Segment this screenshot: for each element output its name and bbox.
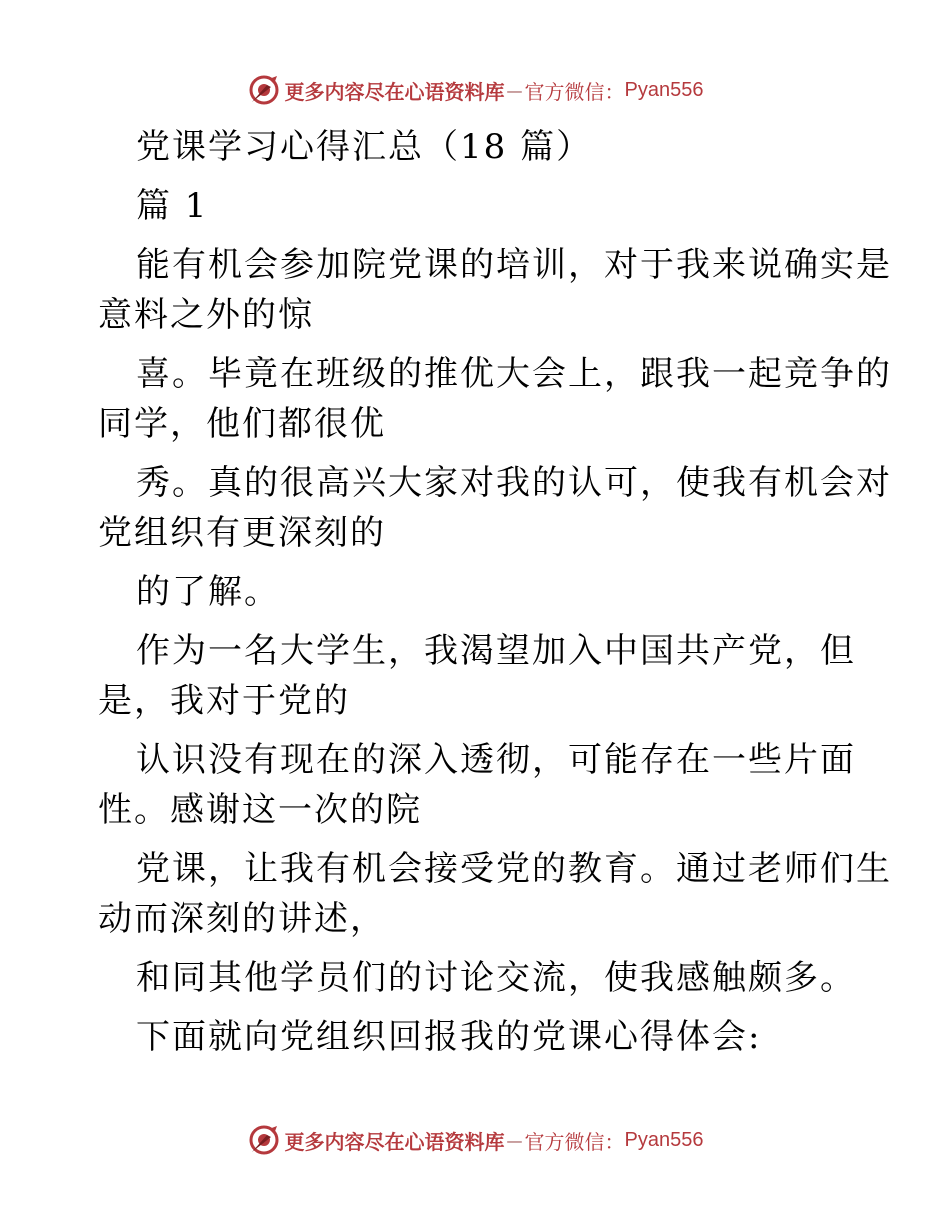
banner-wechat-id: Pyan556 [624, 78, 704, 101]
paragraph-line: 能有机会参加院党课的培训，对于我来说确实是 [136, 245, 892, 285]
paragraph-line: 意料之外的惊 [98, 295, 314, 335]
banner-wechat-id: Pyan556 [624, 1128, 704, 1151]
paragraph-line: 性。感谢这一次的院 [98, 790, 422, 830]
paragraph-line: 下面就向党组织回报我的党课心得体会: [136, 1017, 762, 1057]
banner-subtitle: 官方微信： [524, 79, 625, 104]
document-title: 党课学习心得汇总（18 篇） [136, 127, 593, 167]
banner-title: 更多内容尽在心语资料库 [284, 79, 505, 104]
paragraph-line: 党组织有更深刻的 [98, 513, 386, 553]
paragraph-line: 作为一名大学生，我渴望加入中国共产党，但 [136, 631, 856, 671]
section-heading: 篇 1 [136, 186, 209, 226]
paragraph-line: 是，我对于党的 [98, 681, 350, 721]
paragraph-line: 的了解。 [136, 572, 280, 612]
paragraph-line: 认识没有现在的深入透彻，可能存在一些片面 [136, 740, 856, 780]
logo-icon [247, 73, 281, 107]
paragraph-line: 喜。毕竟在班级的推优大会上，跟我一起竞争的 [136, 354, 892, 394]
banner-title: 更多内容尽在心语资料库 [284, 1129, 505, 1154]
banner-subtitle: 官方微信： [524, 1129, 625, 1154]
paragraph-line: 和同其他学员们的讨论交流，使我感触颇多。 [136, 958, 856, 998]
paragraph-line: 秀。真的很高兴大家对我的认可，使我有机会对 [136, 463, 892, 503]
header-banner [0, 70, 950, 110]
document-body [98, 122, 892, 1062]
paragraph-line: 党课，让我有机会接受党的教育。通过老师们生 [136, 849, 892, 889]
logo-icon [247, 1123, 281, 1157]
banner-separator: — [506, 1130, 523, 1150]
paragraph-line: 同学，他们都很优 [98, 404, 386, 444]
footer-banner [0, 1120, 950, 1160]
banner-separator: — [506, 80, 523, 100]
paragraph-line: 动而深刻的讲述， [98, 899, 386, 939]
